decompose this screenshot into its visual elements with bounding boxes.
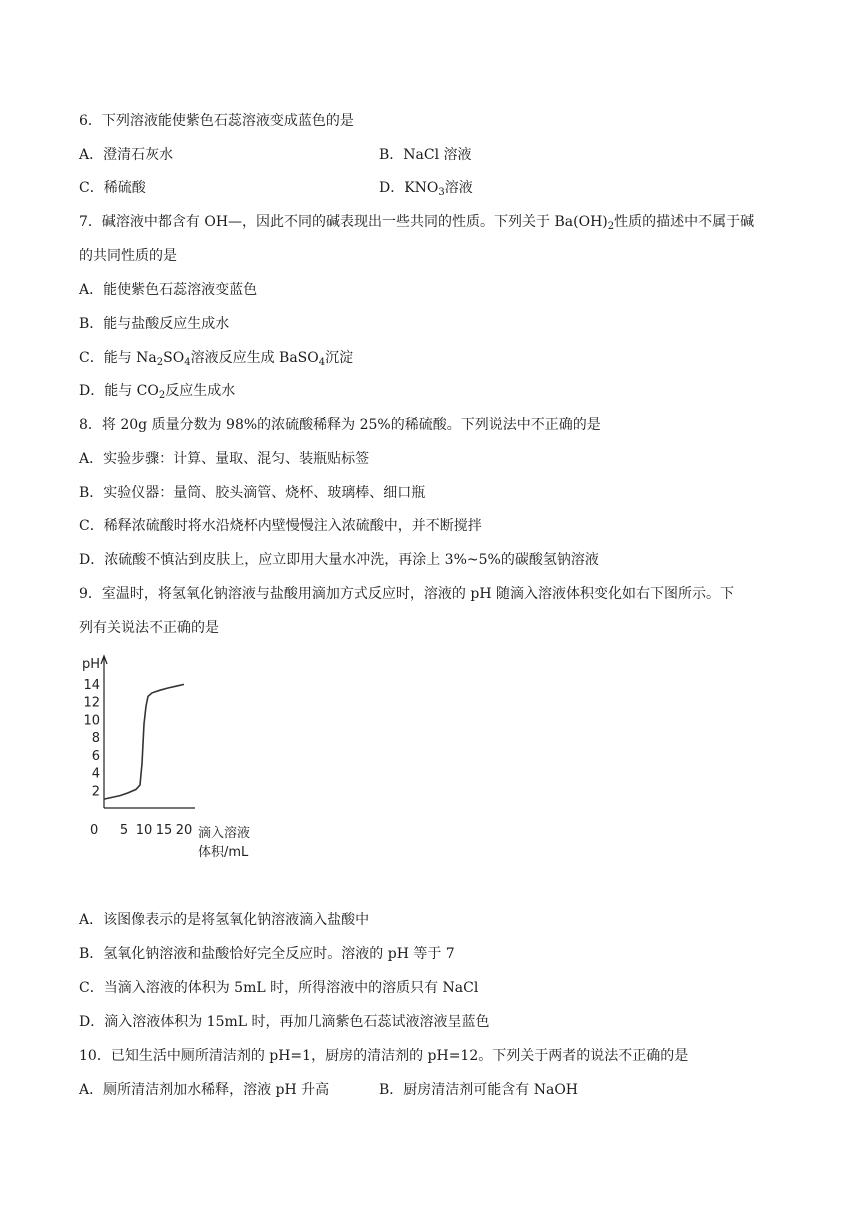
q6-option-c: C．稀硫酸 [79, 180, 146, 196]
q9-option-b: B．氢氧化钠溶液和盐酸恰好完全反应时。溶液的 pH 等于 7 [79, 946, 455, 962]
q8-option-b: B．实验仪器：量筒、胶头滴管、烧杯、玻璃棒、细口瓶 [79, 485, 426, 501]
q10-option-a: A．厕所清洁剂加水稀释，溶液 pH 升高 [79, 1082, 330, 1098]
y-tick-label: 4 [91, 766, 100, 782]
q7-option-b: B．能与盐酸反应生成水 [79, 316, 230, 332]
q8-option-d: D．浓硫酸不慎沾到皮肤上，应立即用大量水冲洗，再涂上 3%~5%的碳酸氢钠溶液 [79, 552, 599, 568]
q8-option-a: A．实验步骤：计算、量取、混匀、装瓶贴标签 [79, 451, 370, 467]
y-tick-label: 6 [91, 748, 100, 764]
q6-stem: 6．下列溶液能使紫色石蕊溶液变成蓝色的是 [79, 113, 354, 129]
q8-option-c: C．稀释浓硫酸时将水沿烧杯内壁慢慢注入浓硫酸中，并不断搅拌 [79, 518, 482, 534]
x-tick-label: 20 [175, 823, 193, 838]
q10-option-b: B．厨房清洁剂可能含有 NaOH [379, 1082, 579, 1098]
y-tick-labels [83, 678, 100, 799]
q6-option-row-1 [79, 145, 472, 165]
y-tick-label: 8 [91, 731, 100, 747]
q7-option-c: C．能与 $Na_2SO_4$溶液反应生成 BaSO$_4$沉淀 [79, 350, 354, 368]
x-tick-label: 15 [155, 823, 173, 838]
y-tick-label: 2 [91, 784, 100, 800]
y-tick-label: 14 [83, 678, 100, 693]
q9-stem-line-2: 列有关说法不正确的是 [79, 620, 219, 636]
q8-stem: 8．将 20g 质量分数为 98%的浓硫酸稀释为 25%的稀硫酸。下列说法中不正确的是 [79, 417, 601, 433]
q6-option-b: B．NaCl 溶液 [379, 147, 472, 163]
q10-stem: 10．已知生活中厕所清洁剂的 pH=1，厨房的清洁剂的 pH=12。下列关于两者的说法不正确的是 [79, 1048, 689, 1064]
q9-option-c: C．当滴入溶液的体积为 5mL 时，所得溶液中的溶质只有 NaCl [79, 980, 479, 996]
x-tick-label: 10 [135, 823, 153, 838]
q7-option-a: A．能使紫色石蕊溶液变蓝色 [79, 282, 258, 298]
y-axis-label: pH [82, 657, 101, 672]
q6-option-d: D．$KNO_3$溶液 [379, 180, 473, 198]
q6-option-a: A．澄清石灰水 [79, 147, 174, 163]
x-tick-label: 5 [119, 823, 129, 838]
ph-titration-chart [80, 650, 280, 865]
chart-axes [101, 656, 195, 808]
q9-option-d: D．滴入溶液体积为 15mL 时，再加几滴紫色石蕊试液溶液呈蓝色 [79, 1014, 490, 1030]
x-axis-label-line-2: 体积/mL [198, 845, 249, 860]
x-axis-label-line-1: 滴入溶液 [198, 826, 251, 841]
q10-option-row [79, 1080, 579, 1100]
q7-stem-line-2: 的共同性质的是 [79, 248, 177, 264]
q9-option-a: A．该图像表示的是将氢氧化钠溶液滴入盐酸中 [79, 912, 370, 928]
q7-stem-line-1: 7．碱溶液中都含有 OH—，因此不同的碱表现出一些共同的性质。下列关于 $Ba(OH)_2$性质的描述中不属于碱 [79, 214, 755, 232]
y-tick-label: 10 [83, 713, 100, 729]
y-tick-label: 12 [83, 695, 100, 711]
x-tick-labels [120, 823, 192, 838]
q6-option-row-2 [79, 178, 473, 198]
q9-stem-line-1: 9．室温时，将氢氧化钠溶液与盐酸用滴加方式反应时，溶液的 pH 随滴入溶液体积变化如右下图所示。下 [79, 586, 734, 602]
q7-option-d: D．能与 $CO_2$反应生成水 [79, 383, 236, 401]
origin-label: 0 [90, 823, 99, 838]
ph-curve [104, 684, 184, 799]
